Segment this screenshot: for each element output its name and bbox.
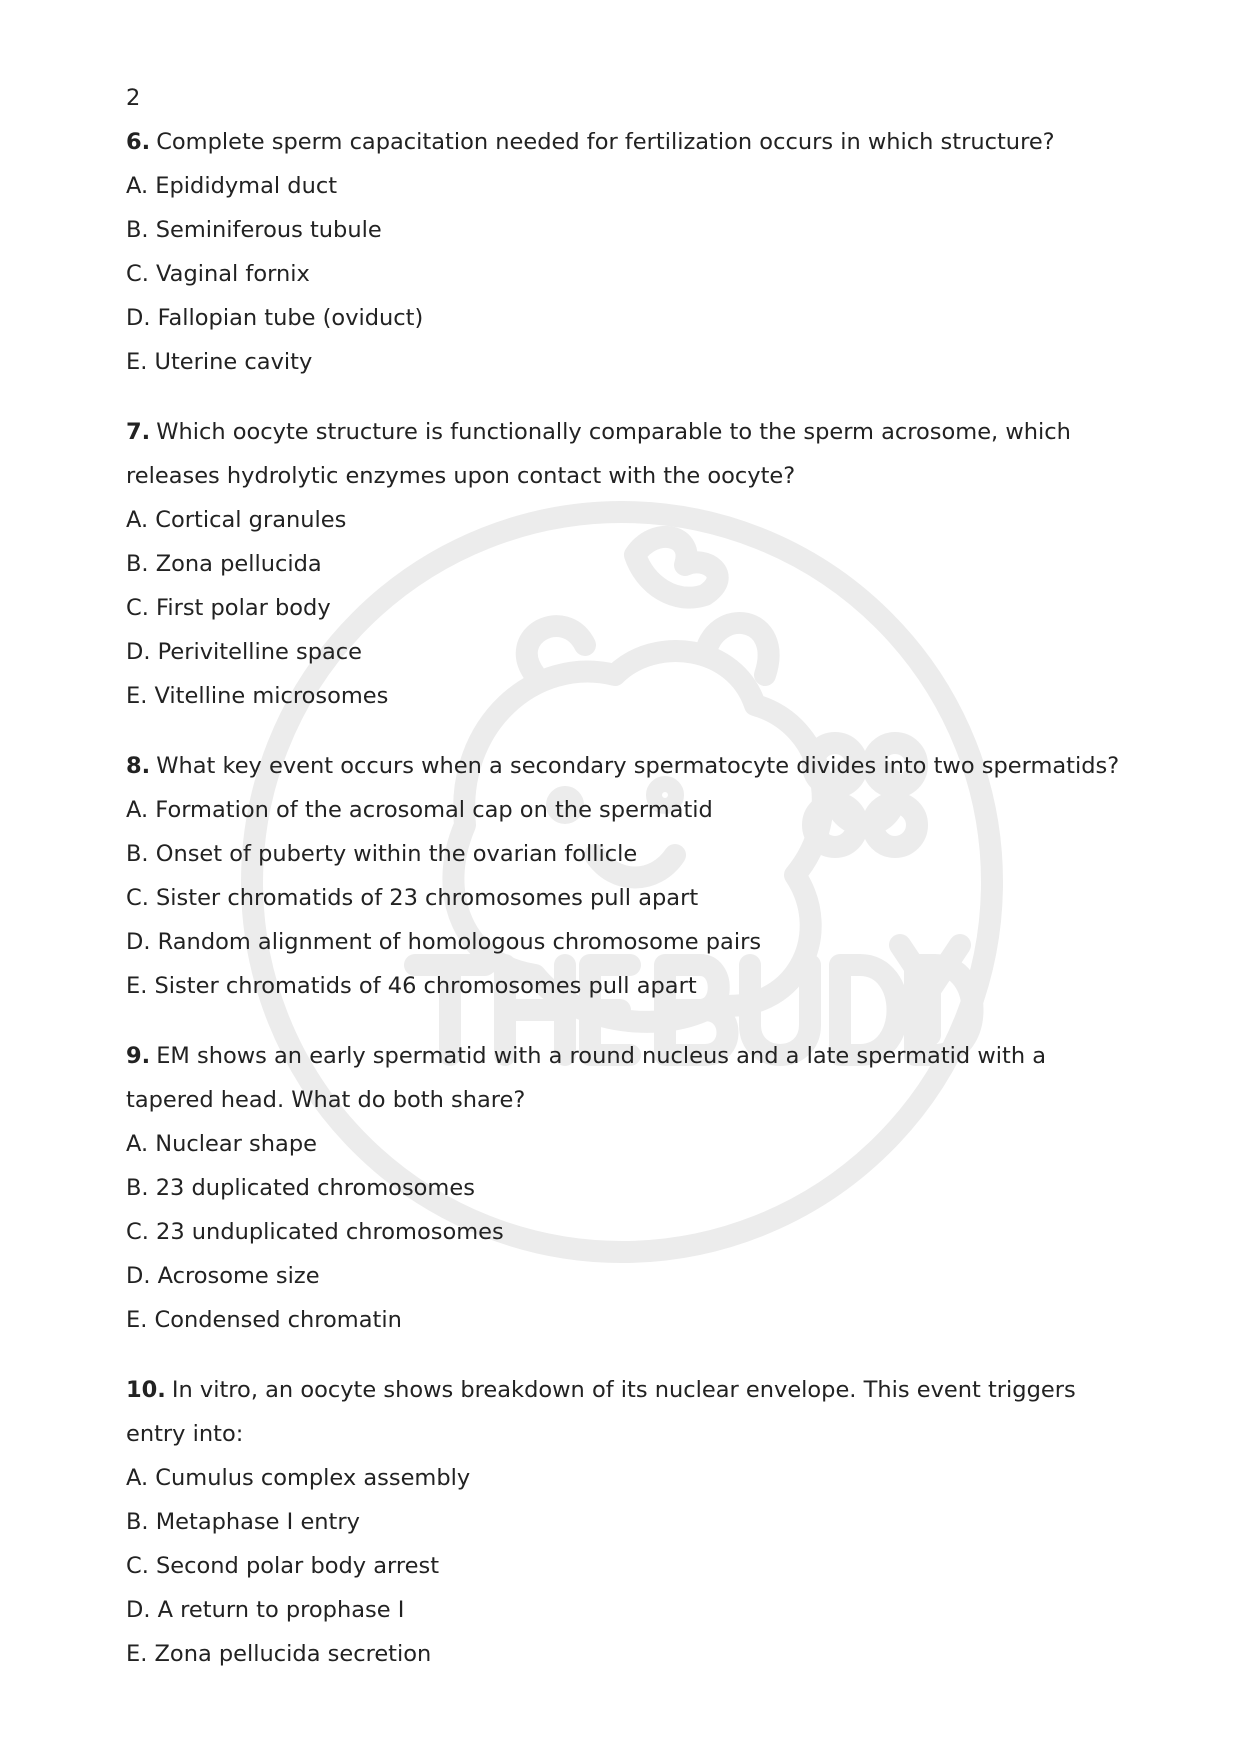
answer-option: D. A return to prophase I [126,1597,405,1623]
question-number: 10. [126,1377,166,1403]
answer-option: E. Sister chromatids of 46 chromosomes pull apart [126,973,697,999]
question-stem: In vitro, an oocyte shows breakdown of its nuclear envelope. This event triggers entry into: [126,1377,1076,1447]
answer-option: E. Condensed chromatin [126,1307,402,1333]
answer-option: E. Vitelline microsomes [126,683,389,709]
answer-option: C. Vaginal fornix [126,261,310,287]
question-block [126,744,1126,1008]
answer-option: E. Uterine cavity [126,349,313,375]
question-text [126,410,1126,498]
answer-option: C. Sister chromatids of 23 chromosomes pull apart [126,885,699,911]
answer-options [126,1456,1126,1676]
answer-option: B. Zona pellucida [126,551,322,577]
document-body [126,76,1126,1702]
question-block [126,410,1126,718]
question-text [126,1034,1126,1122]
answer-option: B. Onset of puberty within the ovarian follicle [126,841,638,867]
question-text [126,1368,1126,1456]
question-number: 6. [126,129,151,155]
answer-option: B. Metaphase I entry [126,1509,360,1535]
answer-options [126,1122,1126,1342]
answer-option: A. Cortical granules [126,507,347,533]
question-list [126,120,1126,1676]
question-block [126,1368,1126,1676]
answer-option: D. Fallopian tube (oviduct) [126,305,424,331]
answer-option: A. Epididymal duct [126,173,338,199]
answer-options [126,498,1126,718]
question-block [126,1034,1126,1342]
answer-options [126,788,1126,1008]
answer-option: A. Nuclear shape [126,1131,317,1157]
question-stem: Complete sperm capacitation needed for fertilization occurs in which structure? [156,129,1055,155]
answer-option: C. 23 unduplicated chromosomes [126,1219,504,1245]
answer-option: A. Formation of the acrosomal cap on the spermatid [126,797,713,823]
answer-option: A. Cumulus complex assembly [126,1465,471,1491]
question-number: 7. [126,419,151,445]
answer-option: E. Zona pellucida secretion [126,1641,432,1667]
question-block [126,120,1126,384]
answer-option: B. Seminiferous tubule [126,217,382,243]
answer-option: D. Random alignment of homologous chromosome pairs [126,929,762,955]
question-stem: What key event occurs when a secondary spermatocyte divides into two spermatids? [156,753,1120,779]
question-number: 9. [126,1043,151,1069]
question-stem: EM shows an early spermatid with a round nucleus and a late spermatid with a tapered head. What do both share? [126,1043,1047,1113]
question-text [126,120,1126,164]
question-number: 8. [126,753,151,779]
answer-options [126,164,1126,384]
question-stem: Which oocyte structure is functionally comparable to the sperm acrosome, which releases hydrolytic enzymes upon contact with the oocyte? [126,419,1071,489]
answer-option: D. Perivitelline space [126,639,362,665]
answer-option: C. First polar body [126,595,331,621]
answer-option: B. 23 duplicated chromosomes [126,1175,475,1201]
question-text [126,744,1126,788]
page-number: 2 [126,85,141,111]
answer-option: C. Second polar body arrest [126,1553,440,1579]
answer-option: D. Acrosome size [126,1263,320,1289]
